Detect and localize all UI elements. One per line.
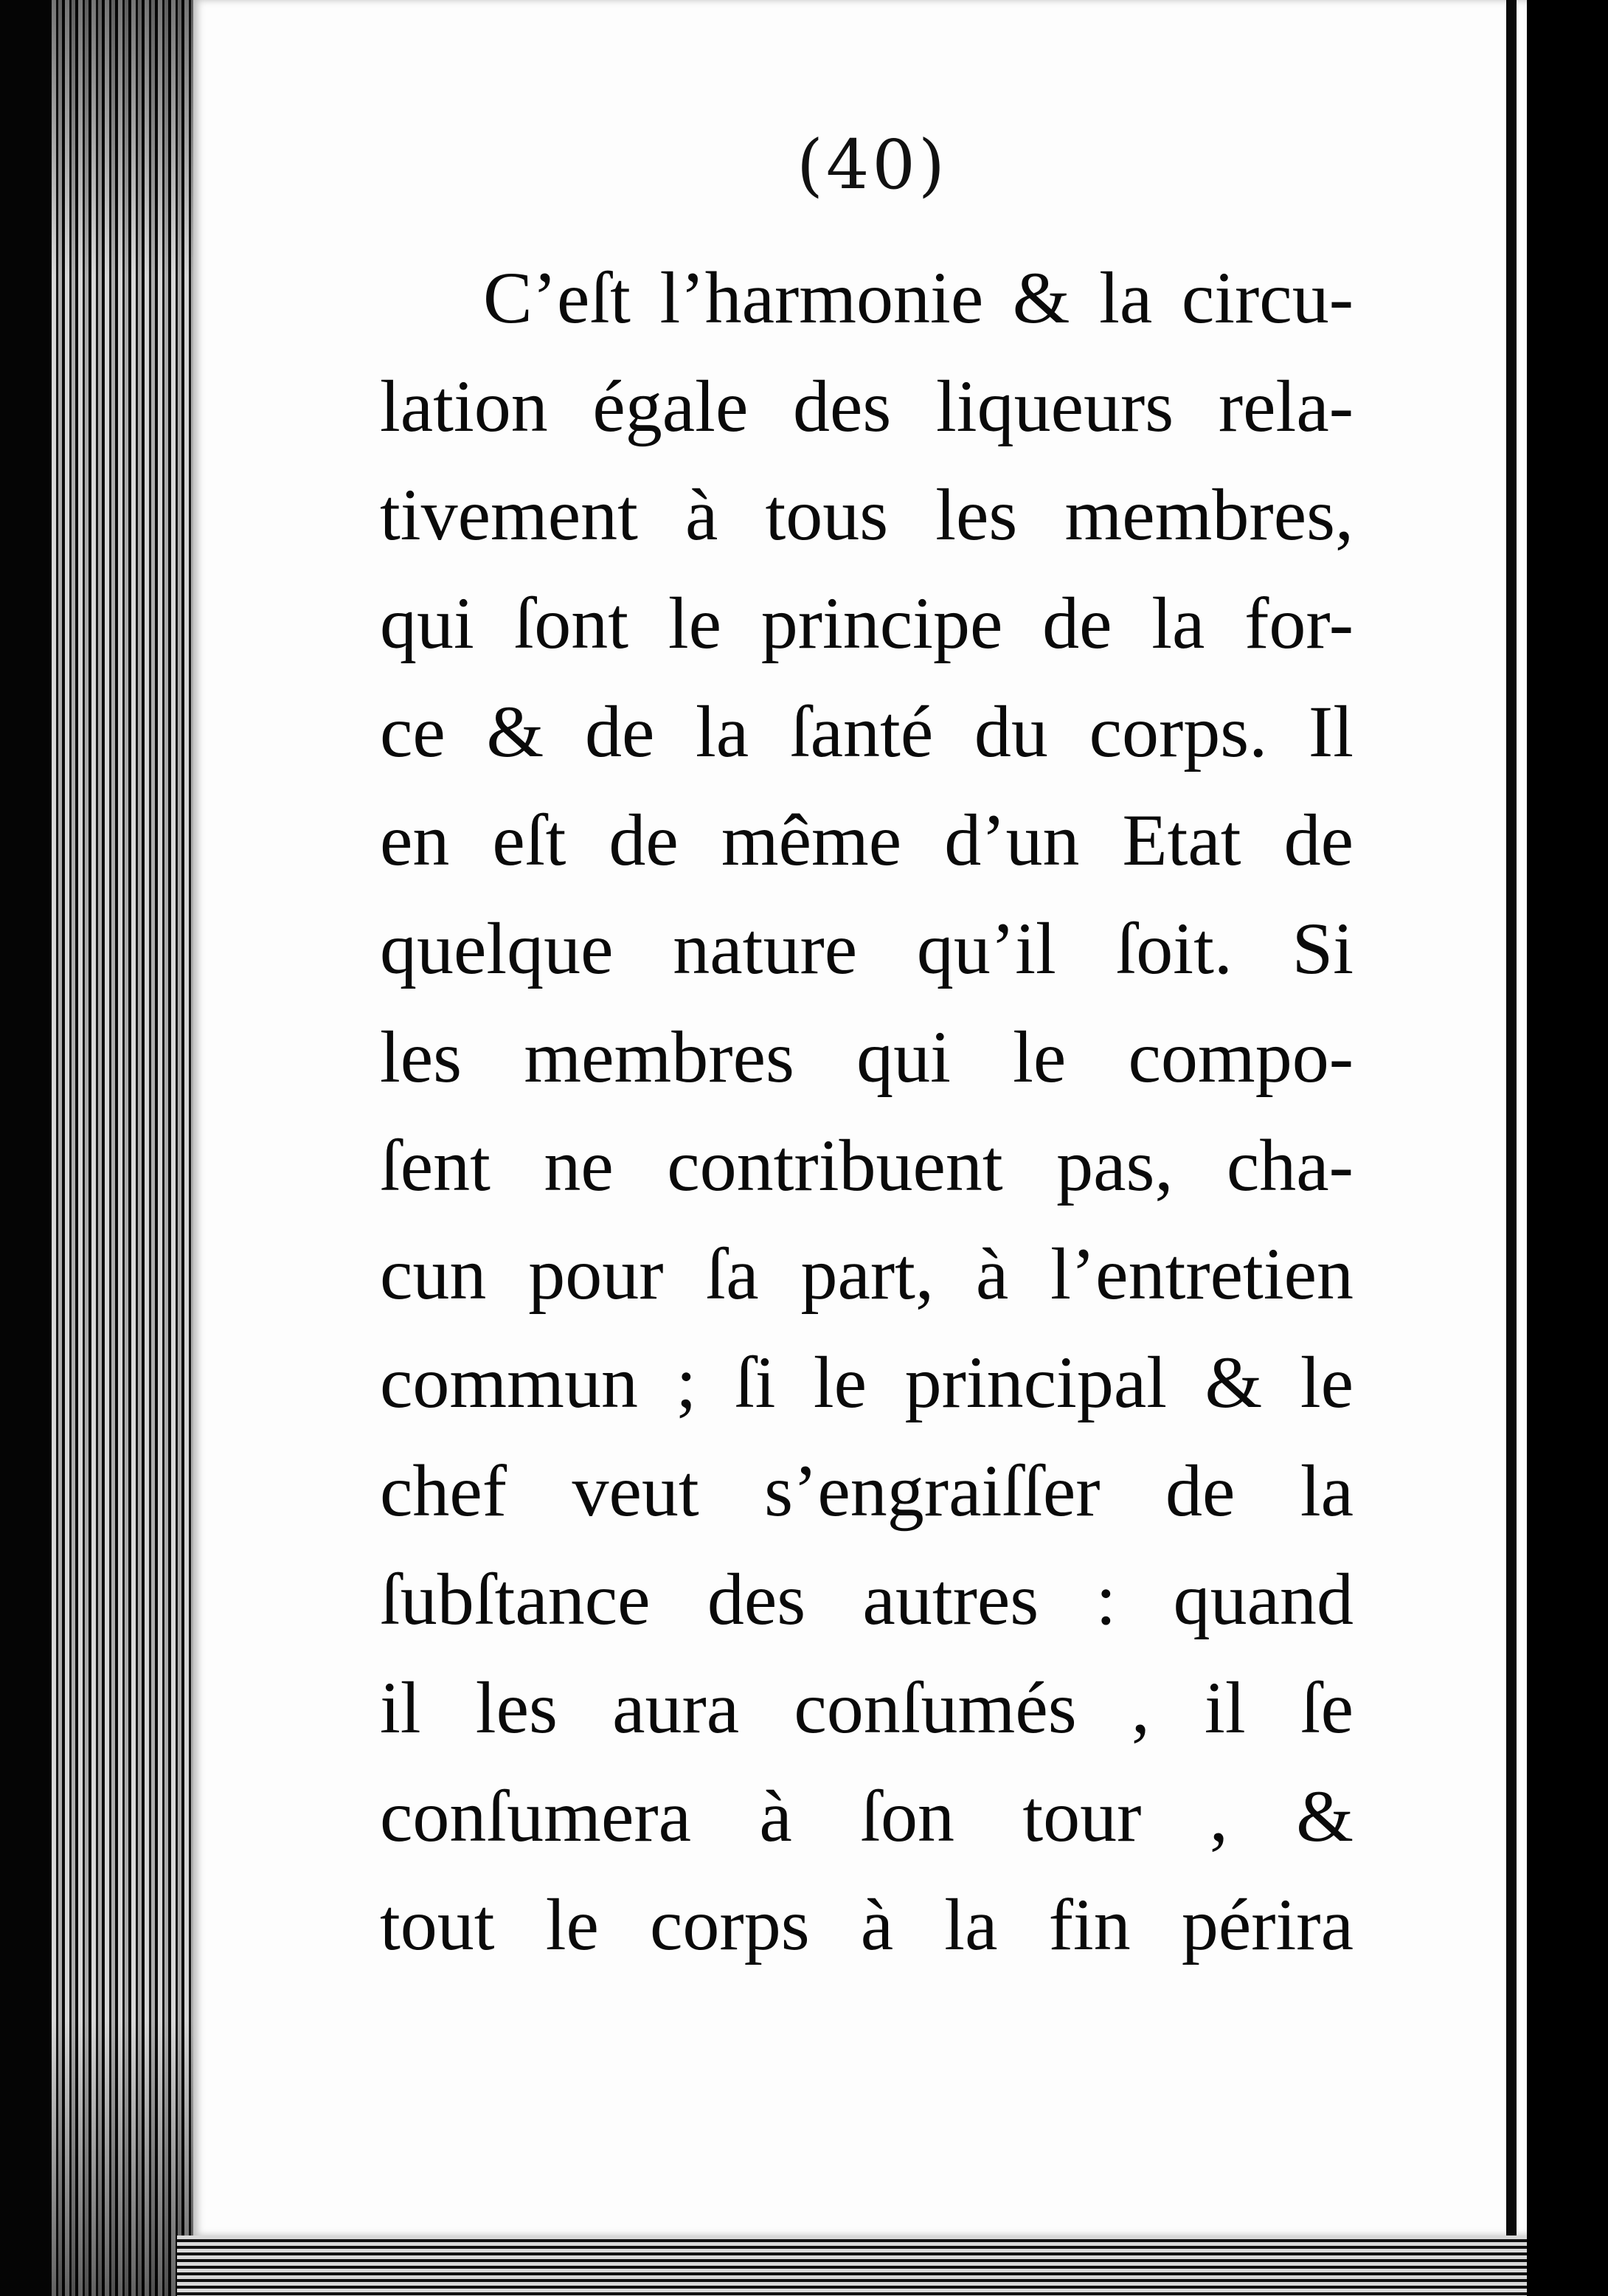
- text-line: tout le corps à la fin périra: [380, 1884, 1354, 1965]
- book-page-edges: [52, 0, 199, 2296]
- text-line: commun ; ſi le principal & le: [380, 1341, 1354, 1423]
- text-line: lation égale des liqueurs rela-: [380, 365, 1354, 447]
- text-line: ce & de la ſanté du corps. Il: [380, 691, 1354, 772]
- text-line: il les aura conſumés , il ſe: [380, 1667, 1354, 1749]
- text-line: les membres qui le compo-: [380, 1016, 1354, 1098]
- text-line: tivement à tous les membres,: [380, 474, 1354, 556]
- text-line: ſubſtance des autres : quand: [380, 1558, 1354, 1640]
- text-line: ſent ne contribuent pas, cha-: [380, 1124, 1354, 1206]
- page-number: (40): [797, 125, 948, 204]
- body-text: [380, 243, 1354, 1979]
- text-line: chef veut s’engraiſſer de la: [380, 1450, 1354, 1532]
- text-line: qui ſont le principe de la for-: [380, 582, 1354, 664]
- book-bottom-edge: [177, 2236, 1542, 2296]
- text-line: C’eſt l’harmonie & la circu-: [483, 257, 1354, 339]
- binding-shadow: [1506, 0, 1517, 2236]
- text-line: cun pour ſa part, à l’entretien: [380, 1233, 1354, 1315]
- text-line: conſumera à ſon tour , &: [380, 1775, 1354, 1857]
- text-line: quelque nature qu’il ſoit. Si: [380, 907, 1354, 989]
- book-gutter: [1527, 0, 1608, 2296]
- text-line: en eſt de même d’un Etat de: [380, 799, 1354, 881]
